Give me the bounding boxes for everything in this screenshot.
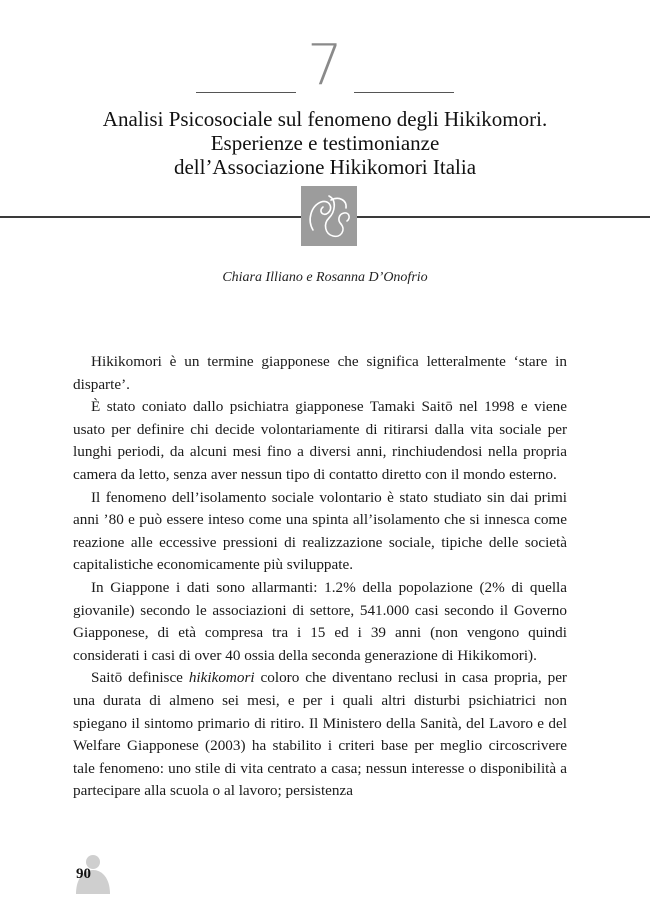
chapter-number: 7 [307,33,343,98]
swirl-ornament-icon [301,186,357,246]
paragraph: In Giappone i dati sono allarmanti: 1.2% della popolazione (2% di quella giovanile) secondo le associazioni di settore, 541.000 casi secondo il Governo Giapponese, di età compresa tra i 15 ed i 39 anni (non vengono quindi considerati i casi di over 40 ossia della seconda generazione di Hikikomori). [73,578,567,664]
page-number: 90 [76,866,91,882]
paragraph: Il fenomeno dell’isolamento sociale volontario è stato studiato sin dai primi anni ’80 e può essere inteso come una spinta all’isolamento che si innesca come reazione alle eccessive pressioni di realizzazione sociale, tipiche delle società capitalistiche economicamente più sviluppate. [73,488,567,574]
paragraph: Hikikomori è un termine giapponese che significa letteralmente ‘stare in disparte’. [73,353,567,393]
italic-term: hikikomori [188,669,255,687]
chapter-title [40,107,610,179]
chapter-title-line: Analisi Psicosociale sul fenomeno degli Hikikomori. [102,107,548,131]
chapter-rule-left [196,92,296,93]
chapter-title-line: dell’Associazione Hikikomori Italia [173,155,477,179]
body-text [73,351,567,803]
chapter-rule-right [354,92,454,93]
authors: Chiara Illiano e Rosanna D’Onofrio [222,270,428,285]
paragraph: È stato coniato dallo psichiatra giapponese Tamaki Saitō nel 1998 e viene usato per definire chi decide volontariamente di ritirarsi dalla vita sociale per lunghi periodi, da alcuni mesi fino a diversi anni, rinchiudendosi nella propria camera da letto, senza aver nessun tipo di contatto diretto con il mondo esterno. [73,398,567,483]
swirl-ornament-graphic [301,186,357,246]
chapter-title-line: Esperienze e testimonianze [210,131,440,155]
paragraph: Saitō definisce hikikomori coloro che diventano reclusi in casa propria, per una durata di almeno sei mesi, e per i quali altri disturbi psichiatrici non spiegano il sintomo primario di ritiro. Il Ministero della Sanità, del Lavoro e del Welfare Giapponese (2003) ha stabilito i criteri base per meglio circoscrivere tale fenomeno: uno stile di vita centrato a casa; nessun interesse o disponibilità a partecipare alla scuola o al lavoro; persistenza [73,669,567,800]
chapter-number-row [0,33,650,98]
page-footer [70,852,116,894]
